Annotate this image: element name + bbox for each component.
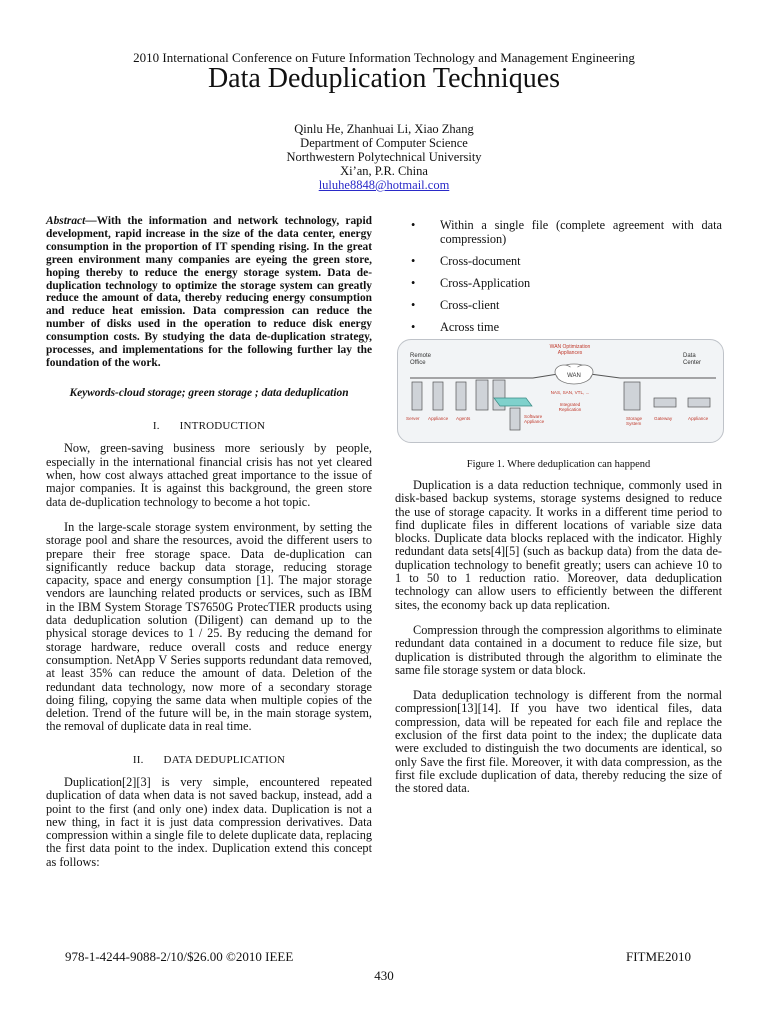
- wan-optimization-label: WAN Optimization Appliances: [549, 344, 591, 356]
- storage-system-icon: [624, 382, 640, 410]
- list-item-text: Cross-document: [440, 254, 521, 268]
- footer-isbn: 978-1-4244-9088-2/10/$26.00 ©2010 IEEE: [65, 949, 294, 964]
- device-label-appliance: Appliance: [688, 416, 709, 421]
- bullet-icon: •: [411, 254, 416, 268]
- list-item: [395, 218, 722, 246]
- gateway-icon: [654, 398, 676, 407]
- wan-label: WAN: [567, 373, 581, 379]
- section-title: INTRODUCTION: [179, 420, 266, 433]
- abstract-label: Abstract: [46, 215, 86, 227]
- device-label-gateway: Gateway: [654, 416, 673, 421]
- left-column: [46, 215, 372, 881]
- section-number: I.: [152, 420, 160, 433]
- page-number: 430: [374, 968, 394, 983]
- integrated-replication-label: Integrated Replication: [558, 402, 582, 412]
- paragraph: Compression through the compression algorithms to eliminate redundant data contained in a document to reduce file size, but duplication is distributed through the algorithm to eliminate the same file storage system or data block.: [395, 622, 722, 677]
- author-names: Qinlu He, Zhanhuai Li, Xiao Zhang: [294, 122, 474, 136]
- list-item: [395, 276, 722, 290]
- server-icon: [456, 382, 466, 410]
- conference-title: 2010 International Conference on Future Information Technology and Management Engineering: [133, 50, 635, 65]
- appliance-icon: [688, 398, 710, 407]
- author-email-link[interactable]: luluhe8848@hotmail.com: [318, 178, 450, 192]
- author-email-row: [0, 178, 768, 192]
- bullet-icon: •: [411, 218, 416, 232]
- storage-appliance-icon: [494, 398, 532, 406]
- device-label-appliance: Appliance: [428, 416, 449, 421]
- nas-san-label: NAS, SAN, VTL, ...: [550, 390, 590, 395]
- figure-deduplication-diagram: [397, 339, 724, 443]
- abstract: [46, 215, 372, 370]
- right-column-bullets: [395, 218, 722, 342]
- software-appliance-label: Software Appliance: [524, 414, 545, 424]
- author-location: Xi’an, P.R. China: [340, 164, 428, 178]
- data-center-label: Data Center: [683, 353, 702, 366]
- storage-system-label: Storage System: [626, 416, 643, 426]
- section-heading-introduction: [46, 420, 372, 433]
- paragraph: Duplication is a data reduction technique, commonly used in disk-based backup systems, storage systems designed to reduce the use of storage capacity. It works in a different time period to find duplicate files in different locations of variable size data blocks. Duplicate data blocks replaced with the indicator. Highly redundant data sets[4][5] (such as backup data) from the data de-duplication technology to benefit greatly; users can achieve 10 to 1 to 50 to 1 reduction ratio. Moreover, data deduplication technology can allow users to efficiently between the different sites, the economy back up data replication.: [395, 478, 722, 612]
- paragraph: Now, green-saving business more seriously by people, especially in the international financial crisis has not yet cleared when, how cost always attached great importance to the issue of major companies. It is against this background, the green store data de-duplication technology to become a hot topic.: [46, 441, 372, 509]
- server-icon: [433, 382, 443, 410]
- author-university: Northwestern Polytechnical University: [286, 150, 482, 164]
- bullet-icon: •: [411, 320, 416, 334]
- server-icon: [412, 382, 422, 410]
- bullet-icon: •: [411, 298, 416, 312]
- remote-office-label: Remote Office: [410, 353, 432, 366]
- section-number: II.: [132, 753, 144, 766]
- paragraph: Duplication[2][3] is very simple, encountered repeated duplication of data when data is not saved backup, instead, add a point to the first (and only one) index data. Duplication is not a new thing, in fact it is just data compression derivatives. Data compression within a single file to delete duplicate data, replacing the first data point to the index. Duplication extend this concept as follows:: [46, 775, 372, 869]
- device-label-server: Server: [406, 416, 420, 421]
- server-icon: [510, 408, 520, 430]
- list-item-text: Within a single file (complete agreement with data compression): [440, 218, 722, 246]
- author-department: Department of Computer Science: [300, 136, 468, 150]
- device-label-agents: Agents: [456, 416, 471, 421]
- abstract-text: —With the information and network technology, rapid development, rapid increase in the size of the data center, energy consumption in the proportion of IT spending rising. In the great green environment many companies are eyeing the green store, hoping thereby to reduce the energy storage system. Data de-duplication technology to optimize the storage system can greatly reduce the amount of data, thereby reducing energy consumption and reduce heat emission. Data compression can reduce the number of disks used in the operation to reduce disk energy consumption costs. By studying the data de-duplication strategy, processes, and implementations for the following further lay the foundation of the work.: [46, 215, 372, 369]
- list-item: [395, 254, 722, 268]
- bullet-icon: •: [411, 276, 416, 290]
- paper-title: Data Deduplication Techniques: [207, 63, 561, 94]
- paragraph: In the large-scale storage system environment, by setting the storage pool and share the resources, avoid the different users to prepare their free storage space. Data de-duplication can significantly reduce backup data storage, reducing storage capacity, space and energy consumption [1]. The major storage vendors are launching related products or services, such as IBM in the IBM System Storage TS7650G ProtecTIER products using data deduplication solution (Diligent) can demand up to the physical storage devices to 1 / 25. By reducing the demand for storage hardware, reduce overall costs and reduce energy consumption. NetApp V Series supports redundant data removed, at least 35% can reduce the amount of data. Deletion of the redundant data technology, now more of a secondary storage doing filing, copying the same data when multiple copies of the deletion. Trend of the future will be, in the main storage system, the removal of duplicate data in real time.: [46, 519, 372, 734]
- section-heading-deduplication: [46, 754, 372, 767]
- wan-link-right: [590, 374, 620, 378]
- right-column-text: [395, 479, 722, 808]
- list-item: [395, 320, 722, 334]
- server-icon: [476, 380, 488, 410]
- bullet-list: [395, 218, 722, 334]
- list-item-text: Cross-client: [440, 298, 500, 312]
- figure-caption: Figure 1. Where deduplication can happend: [466, 459, 651, 470]
- wan-link-left: [533, 374, 558, 378]
- keywords: Keywords-cloud storage; green storage ; data deduplication: [69, 386, 349, 399]
- list-item: [395, 298, 722, 312]
- list-item-text: Across time: [440, 320, 500, 334]
- paragraph: Data deduplication technology is different from the normal compression[13][14]. If you have two identical files, data compression, data will be repeated for each file and replace the exclusion of the first data point to the index; the duplicate data were excluded to distinguish the two documents are identical, so only Save the first file. Moreover, it with data compression, as the first file exclude duplication of data, thereby reducing the size of the stored data.: [395, 688, 722, 796]
- section-title: DATA DEDUPLICATION: [163, 753, 286, 766]
- list-item-text: Cross-Application: [440, 276, 531, 290]
- footer-conference: FITME2010: [626, 949, 691, 964]
- diagram-svg: [398, 340, 725, 444]
